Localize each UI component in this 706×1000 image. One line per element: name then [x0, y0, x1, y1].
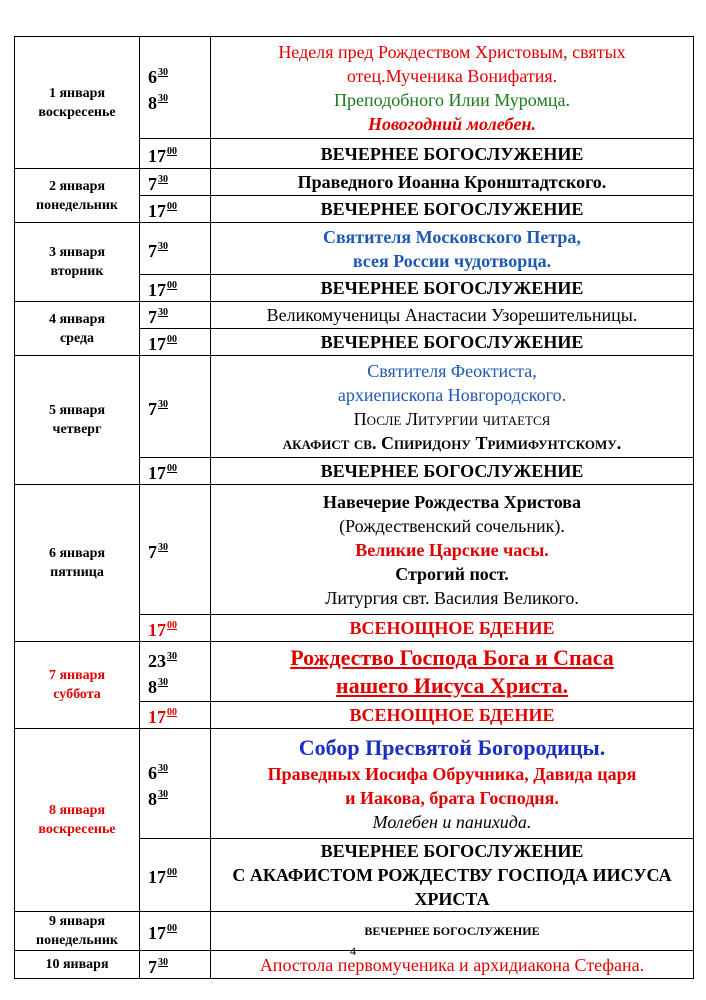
time-hour: 23 [148, 650, 166, 671]
description-line: архиепископа Новгородского. [337, 384, 567, 405]
service-description [211, 642, 694, 702]
day-weekday: пятница [50, 565, 104, 580]
time-hour: 8 [148, 676, 157, 697]
time-minutes: 00 [167, 280, 177, 291]
day-row [15, 169, 694, 196]
evening-service-line: ВЕЧЕРНЕЕ БОГОСЛУЖЕНИЕ [320, 332, 584, 352]
day-row [15, 729, 694, 839]
time-minutes: 30 [158, 240, 168, 252]
time-hour: 7 [148, 174, 157, 194]
service-description [211, 37, 694, 139]
service-time [148, 784, 210, 810]
description-line: нашего Иисуса Христа. [335, 672, 569, 698]
page-number: 4 [350, 944, 356, 958]
time-minutes: 00 [167, 334, 177, 345]
service-time [148, 458, 210, 484]
time-hour: 8 [148, 788, 157, 809]
description-line: ВЕЧЕРНЕЕ БОГОСЛУЖЕНИЕ [364, 923, 540, 938]
evening-service-line: ВСЕНОЩНОЕ БДЕНИЕ [349, 705, 555, 725]
time-hour: 17 [148, 620, 166, 640]
description-line: Великомученицы Анастасии Узорешительницы. [266, 305, 638, 325]
time-hour: 17 [148, 463, 166, 483]
day-cell [15, 356, 140, 485]
service-time [148, 394, 210, 420]
time-hour: 6 [148, 762, 157, 783]
time-hour: 7 [148, 956, 157, 977]
service-time [148, 615, 210, 641]
day-date: 1 января [48, 85, 106, 101]
description-line: Рождество Господа Бога и Спаса [290, 644, 614, 670]
evening-time-cell [140, 458, 211, 485]
description-line: Собор Пресвятой Богородицы. [298, 734, 606, 760]
service-description [211, 169, 694, 196]
time-hour: 7 [148, 398, 157, 419]
time-minutes: 30 [158, 956, 168, 968]
description-line: (Рождественский сочельник). [339, 515, 565, 536]
description-line: Святителя Московского Петра, [323, 226, 581, 247]
service-description [211, 302, 694, 329]
day-row [15, 223, 694, 275]
day-weekday: четверг [52, 422, 102, 437]
description-line: Навечерие Рождества Христова [322, 491, 582, 512]
day-cell [15, 37, 140, 169]
evening-service [211, 329, 694, 356]
description-line: Литургия свт. Василия Великого. [325, 587, 579, 608]
evening-service-line: ВЕЧЕРНЕЕ БОГОСЛУЖЕНИЕ [320, 461, 584, 481]
time-minutes: 30 [158, 92, 168, 104]
time-hour: 7 [148, 307, 157, 327]
time-minutes: 30 [167, 650, 177, 662]
time-minutes: 30 [158, 398, 168, 410]
description-line: Молебен и панихида. [372, 811, 532, 832]
evening-service [211, 196, 694, 223]
day-date: 3 января [48, 245, 106, 260]
description-line: Апостола первомученика и архидиакона Стефана. [259, 954, 645, 975]
time-hour: 17 [148, 867, 166, 887]
time-hour: 17 [148, 145, 166, 166]
day-row [15, 485, 694, 615]
service-time [148, 196, 210, 222]
evening-service-line: С АКАФИСТОМ РОЖДЕСТВУ ГОСПОДА ИИСУСА ХРИСТА [232, 865, 672, 909]
time-hour: 17 [148, 923, 166, 943]
service-time [148, 169, 210, 195]
time-cell [140, 729, 211, 839]
time-minutes: 30 [158, 676, 168, 688]
time-cell [140, 223, 211, 275]
evening-time-cell [140, 839, 211, 912]
description-line: отец.Мученика Вонифатия. [346, 65, 558, 86]
description-line: Строгий пост. [395, 563, 509, 584]
description-line: Неделя пред Рождеством Христовым, святых [278, 41, 626, 62]
time-minutes: 30 [158, 66, 168, 78]
evening-time-cell [140, 702, 211, 729]
time-minutes: 00 [167, 867, 177, 878]
schedule-table [14, 36, 694, 979]
time-cell [140, 169, 211, 196]
time-hour: 17 [148, 707, 166, 727]
day-date: 5 января [48, 403, 106, 418]
time-hour: 17 [148, 334, 166, 354]
service-time [148, 275, 210, 301]
time-hour: 17 [148, 201, 166, 221]
evening-time-cell [140, 139, 211, 169]
day-row [15, 356, 694, 458]
time-hour: 6 [148, 66, 157, 87]
time-minutes: 00 [167, 145, 177, 157]
evening-service [211, 275, 694, 302]
time-minutes: 00 [167, 463, 177, 474]
evening-service-line: ВЕЧЕРНЕЕ БОГОСЛУЖЕНИЕ [320, 278, 584, 298]
evening-time-cell [140, 615, 211, 642]
evening-time-cell [140, 329, 211, 356]
service-time [148, 62, 210, 88]
service-time [148, 646, 210, 672]
service-time [148, 236, 210, 262]
service-description [211, 729, 694, 839]
day-date: 8 января [48, 803, 106, 818]
day-date: 2 января [48, 178, 106, 194]
time-cell [140, 485, 211, 615]
evening-service [211, 458, 694, 485]
time-hour: 7 [148, 240, 157, 261]
schedule [14, 36, 694, 979]
evening-service [211, 839, 694, 912]
service-time [148, 141, 210, 167]
description-line: Праведных Иосифа Обручника, Давида царя [267, 763, 637, 784]
service-time [148, 672, 210, 698]
day-cell [15, 302, 140, 356]
day-date: 9 января [48, 914, 106, 929]
description-line: Праведного Иоанна Кронштадтского. [297, 172, 607, 192]
day-date: 4 января [48, 311, 106, 327]
day-date: 7 января [48, 668, 106, 683]
description-line: Преподобного Илии Муромца. [334, 89, 570, 110]
service-time [148, 702, 210, 728]
time-minutes: 30 [158, 174, 168, 185]
service-time [148, 302, 210, 328]
time-cell [140, 37, 211, 139]
service-time [148, 537, 210, 563]
service-time [148, 918, 210, 944]
day-weekday: среда [59, 330, 95, 346]
evening-time-cell [140, 196, 211, 223]
day-cell [15, 169, 140, 223]
day-weekday: понедельник [36, 197, 118, 213]
evening-service [211, 615, 694, 642]
day-row [15, 642, 694, 702]
service-time [148, 329, 210, 355]
description-line: Святителя Феоктиста, [367, 360, 537, 381]
day-weekday: вторник [50, 264, 104, 279]
evening-service [211, 702, 694, 729]
evening-service-line: ВЕЧЕРНЕЕ БОГОСЛУЖЕНИЕ [320, 841, 584, 861]
description-line: Новогодний молебен. [368, 113, 536, 134]
service-description [211, 223, 694, 275]
time-minutes: 30 [158, 307, 168, 318]
time-hour: 8 [148, 92, 157, 113]
time-minutes: 30 [158, 788, 168, 800]
day-row [15, 37, 694, 139]
time-minutes: 00 [167, 707, 177, 718]
evening-service-line: ВСЕНОЩНОЕ БДЕНИЕ [349, 618, 555, 638]
day-weekday: воскресенье [38, 104, 116, 120]
time-minutes: 30 [158, 762, 168, 774]
day-cell [15, 729, 140, 912]
day-date: 10 января [45, 957, 109, 972]
description-line: и Иакова, брата Господня. [345, 787, 559, 808]
time-minutes: 00 [167, 620, 177, 631]
day-cell [15, 223, 140, 302]
time-cell [140, 302, 211, 329]
time-minutes: 00 [167, 923, 177, 934]
evening-service-line: ВЕЧЕРНЕЕ БОГОСЛУЖЕНИЕ [320, 143, 584, 164]
day-cell [15, 642, 140, 729]
service-description [211, 356, 694, 458]
evening-service [211, 139, 694, 169]
day-row [15, 302, 694, 329]
day-cell [15, 485, 140, 642]
day-weekday: понедельник [36, 933, 118, 948]
service-time [148, 862, 210, 888]
day-weekday: суббота [53, 687, 101, 702]
description-line: После Литургии читается [353, 408, 551, 429]
description-line: акафист св. Спиридону Тримифунтскому. [282, 432, 622, 453]
time-cell [140, 356, 211, 458]
description-line: всея России чудотворца. [352, 250, 552, 271]
description-line: Великие Царские часы. [355, 539, 549, 560]
day-date: 6 января [48, 546, 106, 561]
time-cell [140, 642, 211, 702]
service-time [148, 88, 210, 114]
evening-time-cell [140, 275, 211, 302]
day-weekday: воскресенье [38, 822, 116, 837]
time-minutes: 30 [158, 541, 168, 553]
evening-service-line: ВЕЧЕРНЕЕ БОГОСЛУЖЕНИЕ [320, 199, 584, 219]
time-hour: 7 [148, 541, 157, 562]
service-time [148, 758, 210, 784]
time-minutes: 00 [167, 201, 177, 212]
service-description [211, 485, 694, 615]
time-hour: 17 [148, 280, 166, 300]
